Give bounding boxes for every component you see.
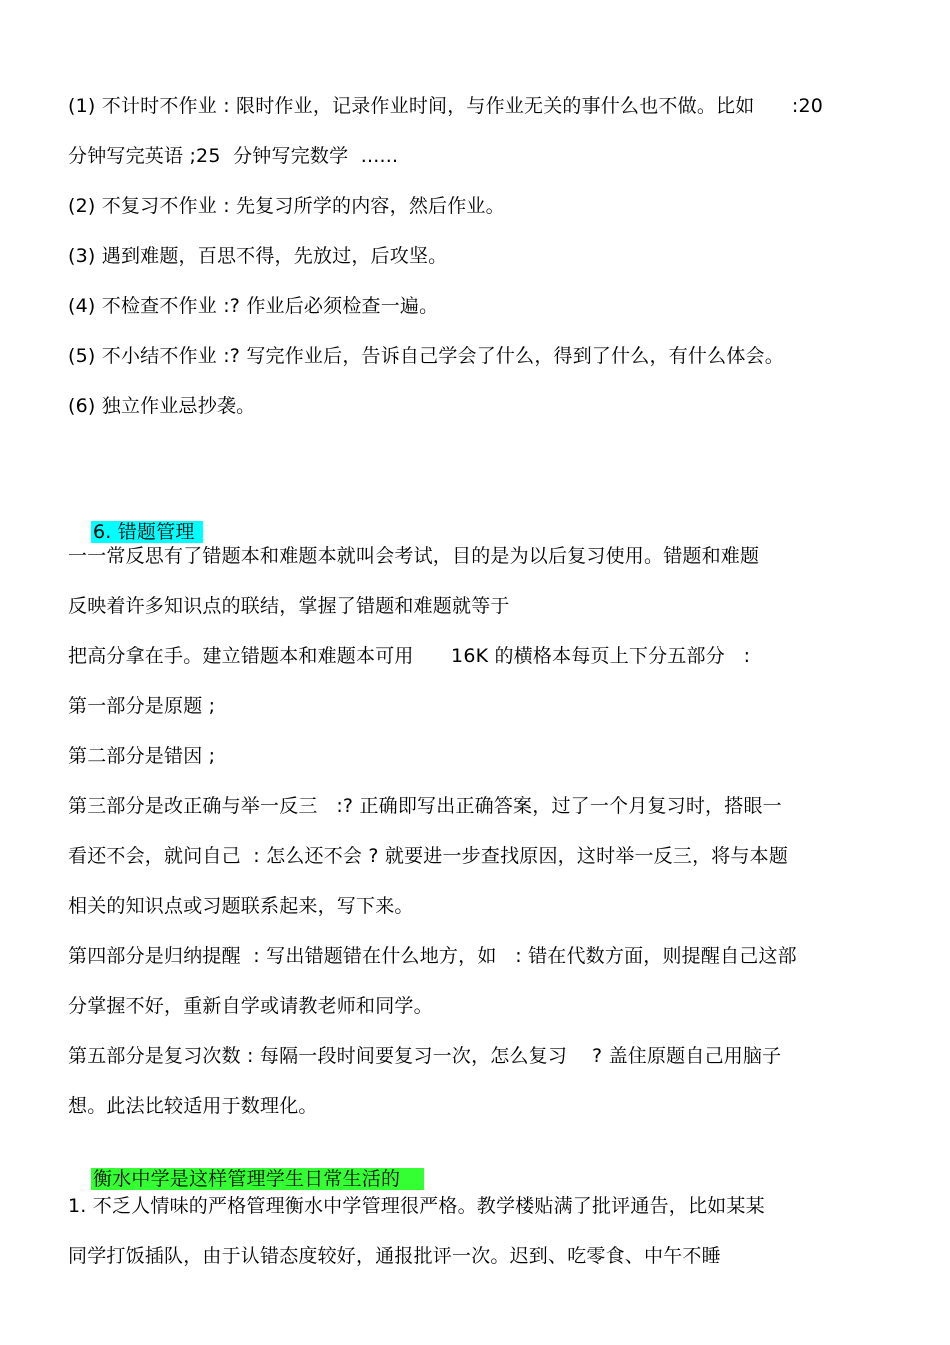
text-line: 看还不会，就问自己 : 怎么还不会 ? 就要进一步查找原因，这时举一反三，将与本题 xyxy=(68,845,789,867)
text-line: 第五部分是复习次数 : 每隔一段时间要复习一次，怎么复习 ? 盖住原题自己用脑子 xyxy=(68,1045,782,1067)
text-line: 分钟写完英语 ;25 分钟写完数学 ...... xyxy=(68,145,399,167)
text-line: (5) 不小结不作业 :? 写完作业后，告诉自己学会了什么，得到了什么，有什么体会。 xyxy=(68,345,784,367)
text-line: 相关的知识点或习题联系起来，写下来。 xyxy=(68,895,414,917)
text-line: 同学打饭插队，由于认错态度较好，通报批评一次。迟到、吃零食、中午不睡 xyxy=(68,1245,721,1267)
text-line: 第一部分是原题 ; xyxy=(68,695,216,717)
text-line: 第三部分是改正确与举一反三 :? 正确即写出正确答案，过了一个月复习时，搭眼一 xyxy=(68,795,782,817)
text-line: (4) 不检查不作业 :? 作业后必须检查一遍。 xyxy=(68,295,439,317)
text-line: 想。此法比较适用于数理化。 xyxy=(68,1095,318,1117)
text-line: 分掌握不好，重新自学或请教老师和同学。 xyxy=(68,995,433,1017)
text-line: (6) 独立作业忌抄袭。 xyxy=(68,395,256,417)
text-line: 反映着许多知识点的联结，掌握了错题和难题就等于 xyxy=(68,595,510,617)
text-line: 一一常反思有了错题本和难题本就叫会考试，目的是为以后复习使用。错题和难题 xyxy=(68,545,760,567)
heading-highlight: 6. 错题管理 xyxy=(91,521,203,543)
text-line: 第二部分是错因 ; xyxy=(68,745,216,767)
text-line: (3) 遇到难题，百思不得，先放过，后攻坚。 xyxy=(68,245,448,267)
heading-highlight: 衡水中学是这样管理学生日常生活的 xyxy=(91,1168,424,1190)
text-line: (1) 不计时不作业 : 限时作业，记录作业时间，与作业无关的事什么也不做。比如 :20 xyxy=(68,95,824,117)
text-line: 1. 不乏人情味的严格管理衡水中学管理很严格。教学楼贴满了批评通告，比如某某 xyxy=(68,1195,765,1217)
text-line: 把高分拿在手。建立错题本和难题本可用 16K 的横格本每页上下分五部分 : xyxy=(68,645,751,667)
text-line: (2) 不复习不作业 : 先复习所学的内容，然后作业。 xyxy=(68,195,505,217)
text-line: 第四部分是归纳提醒 : 写出错题错在什么地方，如 : 错在代数方面，则提醒自己这部 xyxy=(68,945,797,967)
